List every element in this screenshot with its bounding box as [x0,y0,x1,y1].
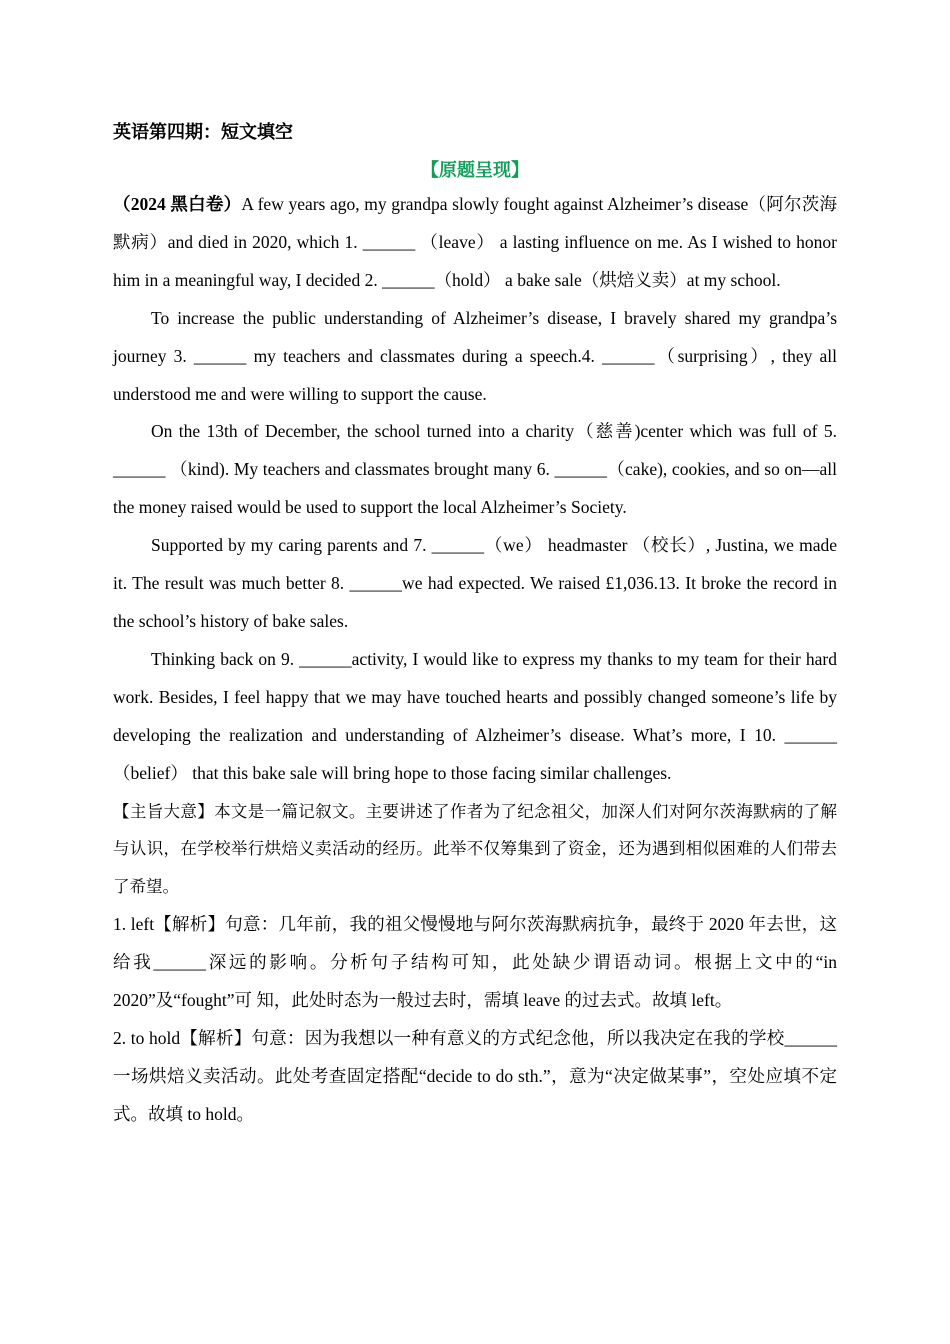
passage-paragraph-4: Supported by my caring parents and 7. ______（we） headmaster （校长）, Justina, we made it. The result was much better 8. ______we had expected. We raised £1,036.13. It broke the record in the school’s history of bake sales. [113,535,837,631]
source-label: （2024 黑白卷） [113,194,242,214]
passage-paragraph-3: On the 13th of December, the school turned into a charity（慈善)center which was full of 5. ______ （kind). My teachers and classmates brought many 6. ______（cake), cookies, and so on—all the money raised would be used to support the local Alzheimer’s Society. [113,421,837,518]
document-title: 英语第四期：短文填空 [113,122,293,142]
answer-1: 1. left【解析】句意：几年前，我的祖父慢慢地与阿尔茨海默病抗争，最终于 2020 年去世，这给我______深远的影响。分析句子结构可知，此处缺少谓语动词。根据上文中的“in 2020”及“fought”可 知，此处时态为一般过去时，需填 leave 的过去式。故填 left。 [113,914,837,1011]
answer-2: 2. to hold【解析】句意：因为我想以一种有意义的方式纪念他，所以我决定在我的学校______一场烘焙义卖活动。此处考查固定搭配“decide to do sth.”，意为“决定做某事”，空处应填不定式。故填 to hold。 [113,1027,837,1124]
section-original-heading: 【原题呈现】 [421,160,529,180]
passage-paragraph-1 [113,186,837,300]
passage-paragraph-5: Thinking back on 9. ______activity, I would like to express my thanks to my team for their hard work. Besides, I feel happy that we may have touched hearts and possibly changed someone’s life by developing the realization and understanding of Alzheimer’s disease. What’s more, I 10. ______（belief） that this bake sale will bring hope to those facing similar challenges. [113,648,837,783]
document-page [113,118,837,1134]
passage-paragraph-2: To increase the public understanding of Alzheimer’s disease, I bravely shared my grandpa’s journey 3. ______ my teachers and classmates during a speech.4. ______（surprising）, they all understood me and were willing to support the cause. [113,307,837,404]
summary-paragraph: 【主旨大意】本文是一篇记叙文。主要讲述了作者为了纪念祖父，加深人们对阿尔茨海默病的了解与认识，在学校举行烘焙义卖活动的经历。此举不仅筹集到了资金，还为遇到相似困难的人们带去了希望。 [113,801,837,897]
paragraph-text: A few years ago, my grandpa slowly fought against Alzheimer’s disease（阿尔茨海默病）and died in 2020, which 1. ______ （leave） a lasting influence on me. As I wished to honor him in a meaningful way, I decided 2. ______（hold） a bake sale（烘焙义卖）at my school. [113,194,838,290]
